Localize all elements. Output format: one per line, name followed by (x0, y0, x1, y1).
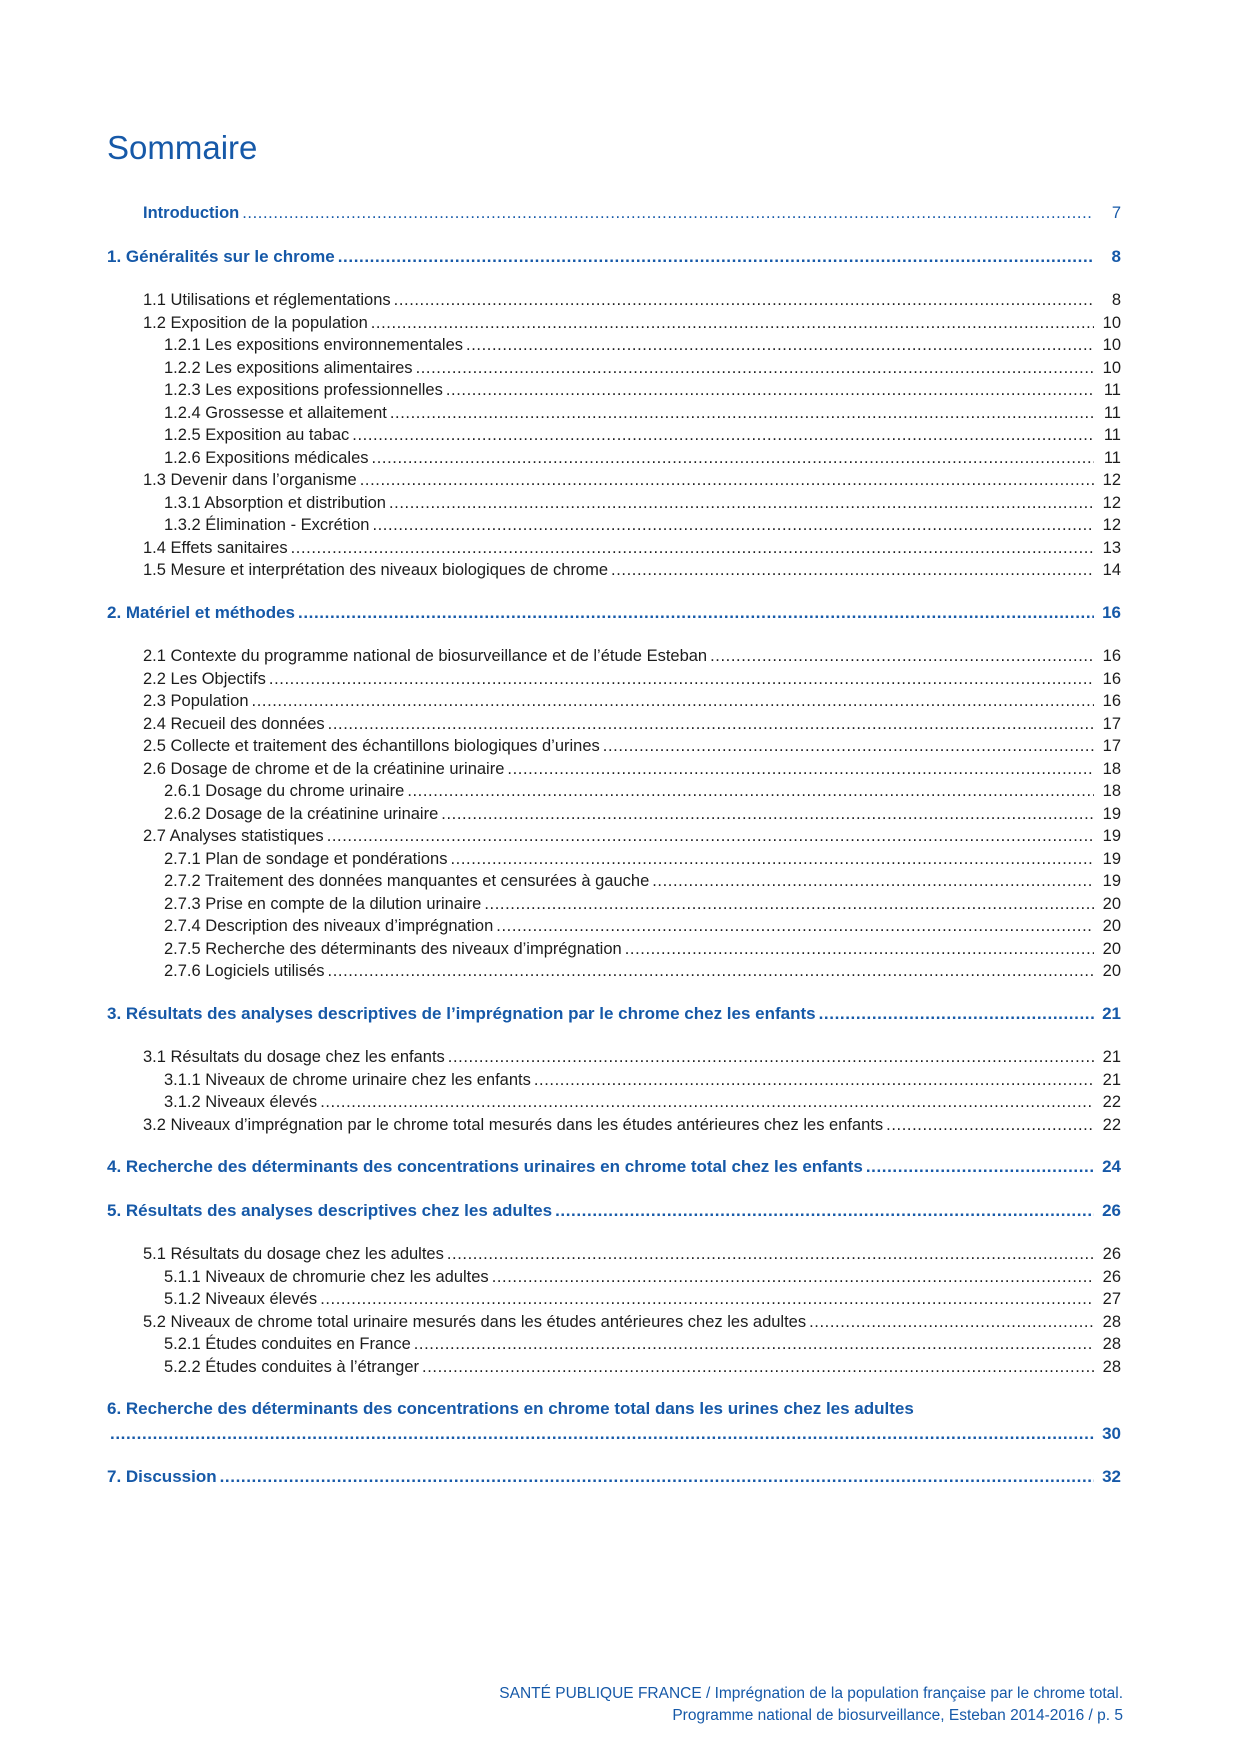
toc-entry-label: 1.4 Effets sanitaires (143, 538, 288, 557)
toc-entry[interactable] (107, 848, 1121, 871)
toc-entry-label: 3.1.1 Niveaux de chrome urinaire chez les enfants (164, 1070, 531, 1089)
toc-entry-label: 5.2 Niveaux de chrome total urinaire mesurés dans les études antérieures chez les adultes (143, 1312, 807, 1331)
toc-entry-label: 5. Résultats des analyses descriptives chez les adultes (107, 1200, 553, 1220)
toc-entry[interactable] (107, 758, 1121, 781)
toc-page-number: 11 (1103, 381, 1121, 400)
toc-page-number: 14 (1102, 561, 1121, 580)
page-content (107, 130, 1121, 1510)
toc-page-number: 17 (1102, 737, 1121, 756)
dot-leader (710, 645, 1094, 668)
toc-page-number: 10 (1102, 358, 1121, 377)
dot-leader (866, 1156, 1094, 1179)
toc-entry-label: 1.2.3 Les expositions professionnelles (164, 381, 443, 400)
toc-page-number: 21 (1102, 1003, 1121, 1023)
dot-leader (252, 690, 1094, 713)
toc-entry[interactable] (107, 559, 1121, 582)
toc-entry-label: 1.2.5 Exposition au tabac (164, 426, 350, 445)
toc-page-number: 16 (1102, 602, 1121, 622)
footer-line-1: SANTÉ PUBLIQUE FRANCE / Imprégnation de la population française par le chrome total. (499, 1685, 1123, 1702)
toc-page-number: 20 (1102, 917, 1121, 936)
toc-entry-label: 5.1 Résultats du dosage chez les adultes (143, 1245, 444, 1264)
dot-leader (492, 1266, 1094, 1289)
toc-entry[interactable] (107, 1423, 1121, 1446)
toc-entry[interactable] (107, 334, 1121, 357)
dot-leader (466, 334, 1094, 357)
dot-leader (328, 960, 1094, 983)
toc-entry-label: 2. Matériel et méthodes (107, 602, 296, 622)
dot-leader (372, 447, 1094, 470)
toc-entry-label: 5.1.2 Niveaux élevés (164, 1290, 318, 1309)
toc-entry[interactable] (107, 312, 1121, 335)
dot-leader (447, 1243, 1094, 1266)
toc-entry-label: 3.1.2 Niveaux élevés (164, 1093, 318, 1112)
toc-entry-label: 6. Recherche des déterminants des concentrations en chrome total dans les urines chez les adultes (107, 1399, 914, 1419)
dot-leader (441, 803, 1094, 826)
toc-entry-label: 3.2 Niveaux d’imprégnation par le chrome total mesurés dans les études antérieures chez les enfants (143, 1115, 884, 1134)
toc-entry[interactable] (107, 379, 1121, 402)
dot-leader (446, 379, 1094, 402)
dot-leader (819, 1003, 1094, 1026)
toc-entry[interactable] (107, 1046, 1121, 1069)
toc-entry-label: 1.2.6 Expositions médicales (164, 448, 369, 467)
toc-entry-label: 5.2.1 Études conduites en France (164, 1335, 411, 1354)
toc-entry[interactable] (107, 893, 1121, 916)
toc-page-number: 20 (1102, 894, 1121, 913)
toc-entry-label: 2.6.2 Dosage de la créatinine urinaire (164, 804, 439, 823)
toc-entry[interactable] (107, 1156, 1121, 1179)
toc-entry-label: 2.7.3 Prise en compte de la dilution urinaire (164, 894, 482, 913)
toc-page-number: 30 (1102, 1423, 1121, 1443)
toc-entry[interactable] (107, 780, 1121, 803)
dot-leader (625, 938, 1094, 961)
toc-entry[interactable] (107, 1466, 1121, 1489)
toc-page-number: 10 (1102, 336, 1121, 355)
toc-page-number: 26 (1102, 1245, 1121, 1264)
toc-page-number: 19 (1102, 804, 1121, 823)
toc-entry[interactable] (107, 825, 1121, 848)
dot-leader (220, 1466, 1094, 1489)
toc-page-number: 17 (1102, 714, 1121, 733)
dot-leader (328, 713, 1094, 736)
dot-leader (450, 848, 1094, 871)
toc-page-number: 28 (1102, 1357, 1121, 1376)
dot-leader (371, 312, 1094, 335)
toc-page-number: 16 (1102, 669, 1121, 688)
toc-entry[interactable] (107, 424, 1121, 447)
toc-page-number: 22 (1102, 1115, 1121, 1134)
toc-entry[interactable] (107, 602, 1121, 625)
toc-entry[interactable] (107, 1266, 1121, 1289)
toc-page-number: 19 (1102, 827, 1121, 846)
toc-entry-label: 1.2.4 Grossesse et allaitement (164, 403, 387, 422)
toc-entry-label: 7. Discussion (107, 1467, 217, 1487)
dot-leader (320, 1288, 1094, 1311)
toc-entry-label: 2.2 Les Objectifs (143, 669, 266, 688)
toc-page-number: 12 (1102, 493, 1121, 512)
toc-entry[interactable] (107, 246, 1121, 269)
toc-entry-label: 1.5 Mesure et interprétation des niveaux biologiques de chrome (143, 561, 609, 580)
dot-leader (603, 735, 1094, 758)
dot-leader (269, 668, 1094, 691)
dot-leader (534, 1069, 1094, 1092)
toc-page-number: 20 (1102, 939, 1121, 958)
toc-entry-label: 2.1 Contexte du programme national de biosurveillance et de l’étude Esteban (143, 647, 708, 666)
toc-entry[interactable] (107, 537, 1121, 560)
toc-page-number: 12 (1102, 471, 1121, 490)
toc-page-number: 12 (1102, 516, 1121, 535)
toc-page-number: 28 (1102, 1335, 1121, 1354)
toc-page-number: 8 (1111, 291, 1121, 310)
toc-page-number: 21 (1102, 1048, 1121, 1067)
toc-page-number: 21 (1102, 1070, 1121, 1089)
toc-page-number: 26 (1102, 1267, 1121, 1286)
dot-leader (507, 758, 1094, 781)
toc-entry-label: 1.3 Devenir dans l’organisme (143, 471, 357, 490)
toc-entry[interactable] (107, 514, 1121, 537)
toc-page-number: 13 (1102, 538, 1121, 557)
toc-entry-label: 1.3.2 Élimination - Excrétion (164, 516, 370, 535)
toc-entry[interactable] (107, 1356, 1121, 1379)
toc-entry[interactable] (107, 645, 1121, 668)
dot-leader (886, 1114, 1094, 1137)
toc-entry-label: Introduction (143, 204, 240, 223)
dot-leader (327, 825, 1094, 848)
toc-entry-label: 1.2 Exposition de la population (143, 313, 368, 332)
dot-leader (291, 537, 1094, 560)
toc-entry-label: 3.1 Résultats du dosage chez les enfants (143, 1048, 445, 1067)
dot-leader (407, 780, 1094, 803)
dot-leader (338, 246, 1094, 269)
toc-entry[interactable] (107, 938, 1121, 961)
toc-entry[interactable] (107, 1003, 1121, 1026)
toc-entry-label: 3. Résultats des analyses descriptives de l’imprégnation par le chrome chez les enfants (107, 1003, 816, 1023)
toc-entry-label: 2.7 Analyses statistiques (143, 827, 324, 846)
toc-list (107, 202, 1121, 1489)
toc-entry[interactable] (107, 447, 1121, 470)
toc-entry[interactable] (107, 1091, 1121, 1114)
toc-entry[interactable] (107, 1288, 1121, 1311)
dot-leader (298, 602, 1094, 625)
toc-page-number: 11 (1103, 448, 1121, 467)
toc-page-number: 11 (1103, 426, 1121, 445)
toc-entry[interactable] (107, 915, 1121, 938)
dot-leader (390, 402, 1094, 425)
toc-entry[interactable] (107, 1311, 1121, 1334)
toc-entry[interactable] (107, 803, 1121, 826)
toc-page-number: 27 (1102, 1290, 1121, 1309)
toc-entry[interactable] (107, 960, 1121, 983)
toc-entry-label: 2.7.4 Description des niveaux d’imprégnation (164, 917, 494, 936)
toc-entry-label: 1.3.1 Absorption et distribution (164, 493, 386, 512)
page-title: Sommaire (107, 129, 258, 166)
toc-page-number: 19 (1102, 849, 1121, 868)
toc-entry[interactable] (107, 1333, 1121, 1356)
toc-page-number: 11 (1103, 403, 1121, 422)
toc-entry[interactable] (107, 735, 1121, 758)
toc-entry[interactable] (107, 1114, 1121, 1137)
toc-page-number: 24 (1102, 1157, 1121, 1177)
toc-entry-label: 2.7.2 Traitement des données manquantes et censurées à gauche (164, 872, 650, 891)
toc-entry[interactable] (107, 1069, 1121, 1092)
dot-leader (611, 559, 1094, 582)
toc-page-number: 32 (1102, 1467, 1121, 1487)
toc-entry-label: 1.2.2 Les expositions alimentaires (164, 358, 413, 377)
dot-leader (110, 1423, 1094, 1446)
dot-leader (555, 1200, 1094, 1223)
footer (499, 1683, 1123, 1726)
toc-entry-label: 1. Généralités sur le chrome (107, 246, 335, 266)
toc-entry-label: 2.7.5 Recherche des déterminants des niveaux d’imprégnation (164, 939, 622, 958)
toc-page-number: 26 (1102, 1200, 1121, 1220)
toc-entry[interactable] (107, 713, 1121, 736)
toc-entry-label: 2.7.1 Plan de sondage et pondérations (164, 849, 448, 868)
toc-entry[interactable] (107, 469, 1121, 492)
toc-page-number: 16 (1102, 692, 1121, 711)
toc-page-number: 22 (1102, 1093, 1121, 1112)
dot-leader (352, 424, 1094, 447)
dot-leader (414, 1333, 1094, 1356)
toc-entry-label: 5.1.1 Niveaux de chromurie chez les adultes (164, 1267, 489, 1286)
toc-entry[interactable] (107, 668, 1121, 691)
dot-leader (652, 870, 1094, 893)
toc-page-number: 28 (1102, 1312, 1121, 1331)
toc-entry-label: 4. Recherche des déterminants des concentrations urinaires en chrome total chez les enfants (107, 1157, 863, 1177)
toc-page-number: 20 (1102, 962, 1121, 981)
dot-leader (372, 514, 1094, 537)
toc-entry-label: 2.7.6 Logiciels utilisés (164, 962, 325, 981)
toc-entry[interactable] (107, 870, 1121, 893)
toc-page-number: 19 (1102, 872, 1121, 891)
toc-page-number: 10 (1102, 313, 1121, 332)
toc-entry[interactable] (107, 357, 1121, 380)
dot-leader (496, 915, 1094, 938)
toc-entry-label: 1.2.1 Les expositions environnementales (164, 336, 464, 355)
dot-leader (484, 893, 1094, 916)
toc-page-number: 18 (1102, 759, 1121, 778)
toc-entry[interactable] (107, 1200, 1121, 1223)
toc-entry[interactable] (107, 402, 1121, 425)
toc-entry-label: 1.1 Utilisations et réglementations (143, 291, 391, 310)
toc-entry-label: 2.6 Dosage de chrome et de la créatinine urinaire (143, 759, 505, 778)
dot-leader (394, 289, 1094, 312)
dot-leader (416, 357, 1094, 380)
toc-entry-label: 5.2.2 Études conduites à l’étranger (164, 1357, 420, 1376)
dot-leader (242, 202, 1094, 225)
dot-leader (448, 1046, 1094, 1069)
toc-entry-label: 2.5 Collecte et traitement des échantillons biologiques d’urines (143, 737, 600, 756)
toc-entry[interactable] (107, 1243, 1121, 1266)
toc-entry-label: 2.4 Recueil des données (143, 714, 325, 733)
toc-entry[interactable] (107, 202, 1121, 225)
toc-entry[interactable] (107, 289, 1121, 312)
dot-leader (809, 1311, 1094, 1334)
dot-leader (422, 1356, 1094, 1379)
dot-leader (389, 492, 1094, 515)
toc-entry[interactable] (107, 690, 1121, 713)
toc-entry[interactable] (107, 1398, 1121, 1421)
toc-page-number: 7 (1111, 204, 1121, 223)
toc-page-number: 18 (1102, 782, 1121, 801)
toc-page-number: 16 (1102, 647, 1121, 666)
footer-line-2: Programme national de biosurveillance, Esteban 2014-2016 / p. 5 (672, 1706, 1123, 1724)
toc-page-number: 8 (1111, 246, 1121, 266)
dot-leader (360, 469, 1094, 492)
toc-entry-label: 2.6.1 Dosage du chrome urinaire (164, 782, 405, 801)
toc-entry[interactable] (107, 492, 1121, 515)
toc-entry-label: 2.3 Population (143, 692, 249, 711)
dot-leader (320, 1091, 1094, 1114)
